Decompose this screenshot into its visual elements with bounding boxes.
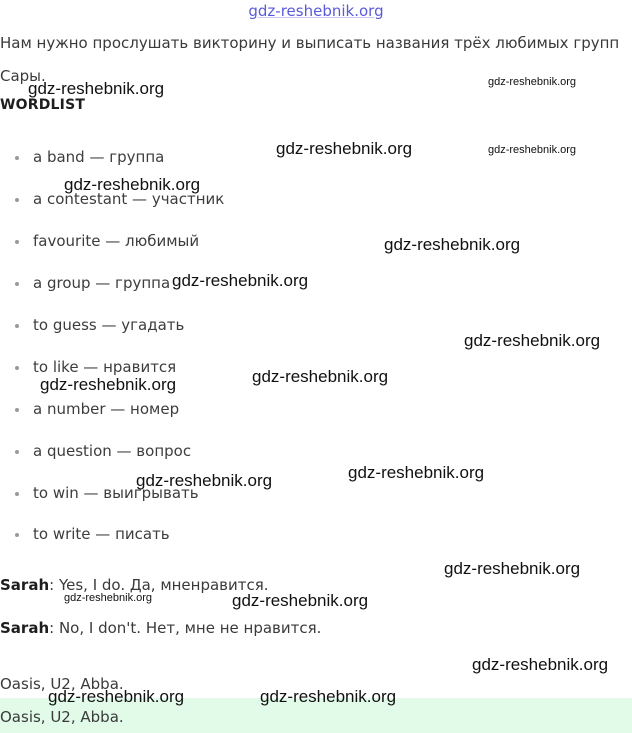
dialog-speaker: Sarah (0, 576, 50, 594)
watermark: gdz-reshebnik.org (172, 271, 309, 290)
wordlist-item: to win — выигрывать (33, 484, 199, 502)
wordlist-item: to write — писать (33, 525, 170, 543)
task-description: Нам нужно прослушать викторину и выписать названия трёх любимых групп (0, 34, 620, 52)
bullet-icon (15, 240, 19, 244)
wordlist-item: to guess — угадать (33, 316, 185, 334)
bullet-icon (15, 492, 19, 496)
bullet-icon (15, 156, 19, 160)
dialog-line (0, 619, 321, 637)
bullet-icon (15, 198, 19, 202)
bullet-icon (15, 324, 19, 328)
wordlist-item: a group — группа (33, 274, 171, 292)
answer-text: Oasis, U2, Abba. (0, 675, 124, 693)
wordlist-heading: WORDLIST (0, 97, 86, 113)
bullet-icon (15, 366, 19, 370)
bullet-icon (15, 408, 19, 412)
dialog-speaker: Sarah (0, 619, 50, 637)
wordlist-item: a number — номер (33, 400, 180, 418)
watermark: gdz-reshebnik.org (348, 463, 485, 482)
watermark: gdz-reshebnik.org (40, 375, 177, 394)
bullet-icon (15, 450, 19, 454)
watermark: gdz-reshebnik.org (276, 139, 413, 158)
watermark: gdz-reshebnik.org (48, 687, 185, 706)
watermark: gdz-reshebnik.org (232, 591, 369, 610)
dialog-separator: : (49, 619, 59, 637)
task-description-cont: Сары. (0, 67, 46, 85)
wordlist-item: favourite — любимый (33, 232, 200, 250)
answer-text-highlighted: Oasis, U2, Abba. (0, 708, 124, 726)
watermark: gdz-reshebnik.org (472, 655, 609, 674)
wordlist-item: a contestant — участник (33, 190, 225, 208)
watermark: gdz-reshebnik.org (260, 687, 397, 706)
dialog-separator: : (49, 576, 59, 594)
watermark: gdz-reshebnik.org (488, 76, 577, 88)
watermark: gdz-reshebnik.org (64, 592, 153, 604)
dialog-text: No, I don't. Нет, мне не нравится. (58, 619, 322, 637)
watermark: gdz-reshebnik.org (384, 235, 521, 254)
wordlist-item: a band — группа (33, 148, 165, 166)
wordlist-item: a question — вопрос (33, 442, 192, 460)
dialog-text: Yes, I do. Да, мненравится. (58, 576, 269, 594)
watermark: gdz-reshebnik.org (136, 471, 273, 490)
watermark: gdz-reshebnik.org (444, 559, 581, 578)
bullet-icon (15, 533, 19, 537)
cropped-text-remnant (100, 546, 230, 550)
watermark: gdz-reshebnik.org (64, 175, 201, 194)
watermark: gdz-reshebnik.org (252, 367, 389, 386)
wordlist-item: to like — нравится (33, 358, 177, 376)
site-watermark-link[interactable]: gdz-reshebnik.org (248, 2, 384, 20)
bullet-icon (15, 282, 19, 286)
watermark: gdz-reshebnik.org (28, 79, 165, 98)
watermark: gdz-reshebnik.org (488, 144, 577, 156)
watermark: gdz-reshebnik.org (464, 331, 601, 350)
